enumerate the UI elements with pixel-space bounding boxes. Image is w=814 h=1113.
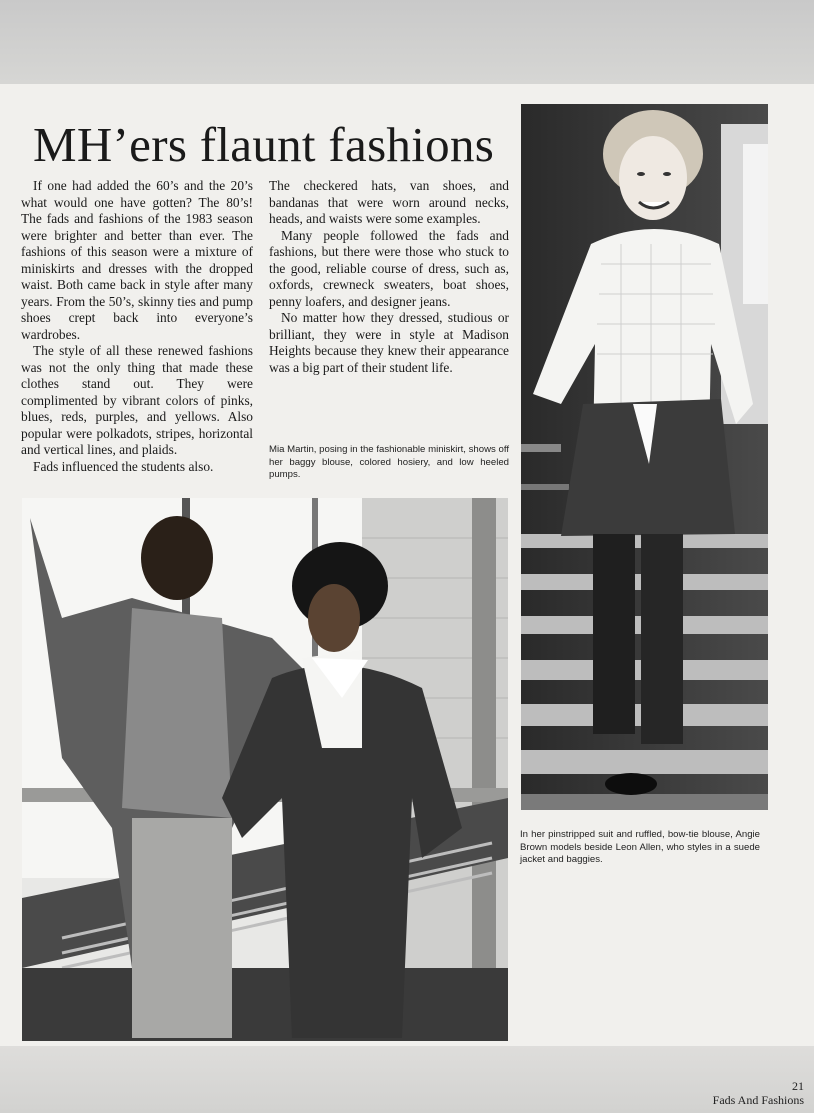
paragraph: If one had added the 60’s and the 20’s what would one have gotten? The 80’s! The fads and fashions of the 1983 season were brighter and better than ever. The fashions of this season were a mixture of miniskirts and dresses with the dropped waist. Both came back in style after many years. From the 50’s, skinny ties and pump shoes crept back into everyone’s wardrobes. [21,178,253,342]
paragraph: The style of all these renewed fashions was not the only thing that made these clothes stand out. They were complimented by vibrant colors of pinks, blues, reds, purples, and yellows. Also popular were polkadots, stripes, horizontal and vertical lines, and plaids. [21,343,253,457]
caption-mia-martin: Mia Martin, posing in the fashionable miniskirt, shows off her baggy blouse, colored hosiery, and low heeled pumps. [269,444,509,480]
headline: MH’ers flaunt fashions [33,117,495,172]
paragraph: No matter how they dressed, studious or brilliant, they were in style at Madison Heights because they knew their appearance was a big part of their student life. [269,310,509,375]
page-folio [713,1079,804,1107]
photo-mia-martin [521,104,768,810]
page-top-margin [0,0,814,84]
article-column-2 [269,178,509,376]
paragraph: Fads influenced the students also. [33,458,214,474]
page-number: 21 [792,1079,804,1093]
article-column-1 [21,178,253,475]
section-title: Fads And Fashions [712,1093,804,1107]
paragraph: Many people followed the fads and fashions, but there were those who stuck to the good, reliable course of dress, such as, oxfords, crewneck sweaters, boat shoes, penny loafers, and designer jeans. [269,227,509,309]
photo-angie-brown-leon-allen [22,498,508,1041]
paragraph: The checkered hats, van shoes, and bandanas that were worn around necks, heads, and waists were some examples. [269,178,509,226]
page-bottom-margin [0,1046,814,1113]
caption-angie-brown: In her pinstripped suit and ruffled, bow-tie blouse, Angie Brown models beside Leon Allen, who styles in a suede jacket and baggies. [520,829,760,865]
